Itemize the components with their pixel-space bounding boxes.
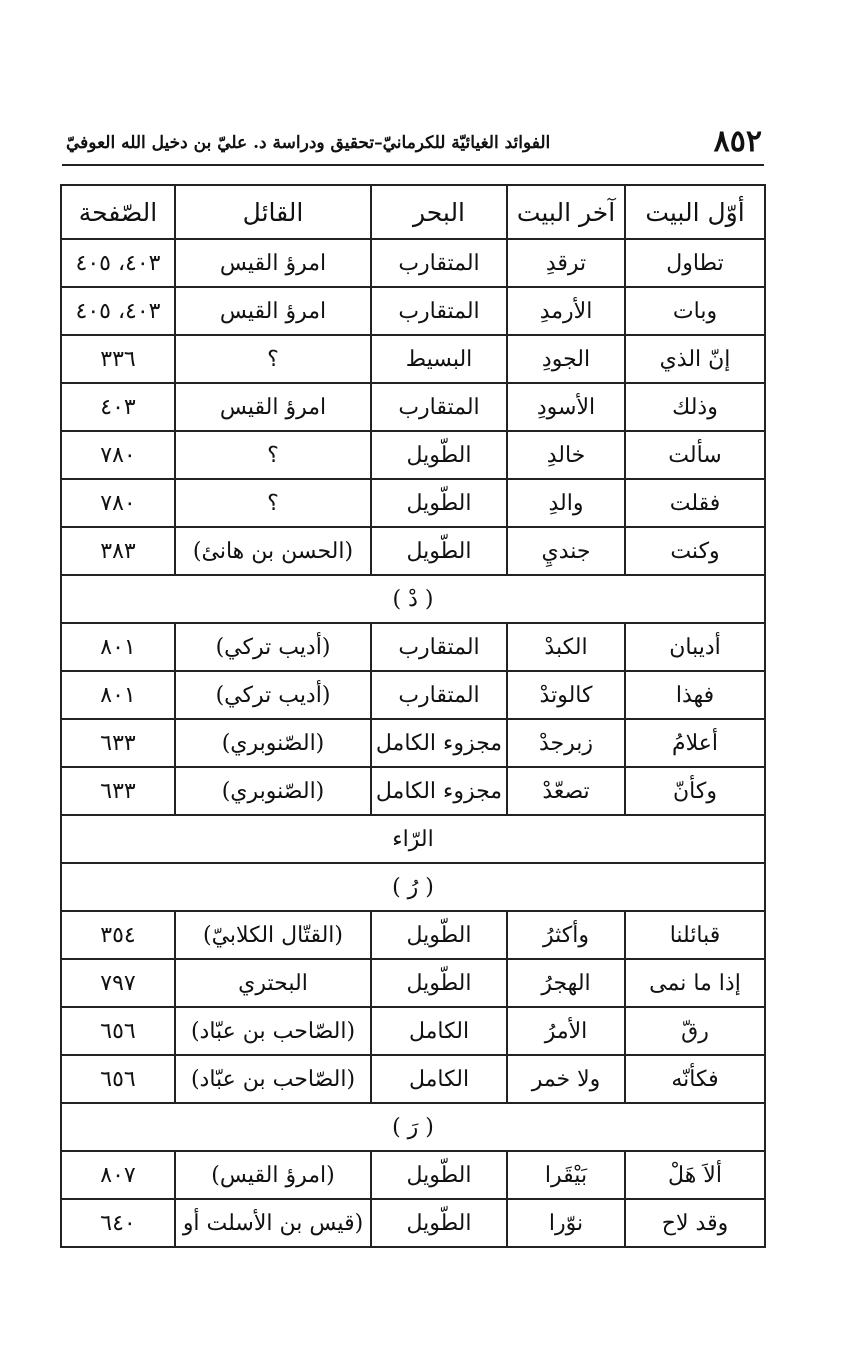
first-word-cell: ألاَ هَلْ: [625, 1151, 765, 1199]
meter-cell: البسيط: [371, 335, 507, 383]
page-cell: ٨٠٧: [61, 1151, 175, 1199]
poet-cell: (الصّنوبري): [175, 719, 371, 767]
first-word-cell: أعلامُ: [625, 719, 765, 767]
page-cell: ٤٠٣، ٤٠٥: [61, 287, 175, 335]
col-header-first-word: أوّل البيت: [625, 185, 765, 239]
last-word-cell: الجودِ: [507, 335, 625, 383]
first-word-cell: وكأنّ: [625, 767, 765, 815]
meter-cell: المتقارب: [371, 623, 507, 671]
table-row: [61, 767, 765, 815]
meter-cell: المتقارب: [371, 239, 507, 287]
meter-cell: المتقارب: [371, 671, 507, 719]
meter-cell: الطّويل: [371, 1199, 507, 1247]
first-word-cell: وقد لاح: [625, 1199, 765, 1247]
last-word-cell: جنديِ: [507, 527, 625, 575]
table-row: [61, 239, 765, 287]
poet-cell: امرؤ القيس: [175, 239, 371, 287]
table-row: [61, 383, 765, 431]
table-row: [61, 623, 765, 671]
poet-cell: (الصّنوبري): [175, 767, 371, 815]
section-heading: ( دْ ): [61, 575, 765, 623]
last-word-cell: وأكثرُ: [507, 911, 625, 959]
table-row: [61, 287, 765, 335]
meter-cell: المتقارب: [371, 383, 507, 431]
col-header-poet: القائل: [175, 185, 371, 239]
last-word-cell: الكبدْ: [507, 623, 625, 671]
meter-cell: الطّويل: [371, 479, 507, 527]
table-row: [61, 527, 765, 575]
table-row: [61, 335, 765, 383]
poet-cell: ؟: [175, 431, 371, 479]
first-word-cell: رقّ: [625, 1007, 765, 1055]
last-word-cell: الأسودِ: [507, 383, 625, 431]
poet-cell: (قيس بن الأسلت أو: [175, 1199, 371, 1247]
last-word-cell: زبرجدْ: [507, 719, 625, 767]
table-row: [61, 479, 765, 527]
page-cell: ٧٨٠: [61, 431, 175, 479]
page-cell: ٣٣٦: [61, 335, 175, 383]
first-word-cell: فكأنّه: [625, 1055, 765, 1103]
meter-cell: الطّويل: [371, 1151, 507, 1199]
meter-cell: الطّويل: [371, 527, 507, 575]
page-header: [62, 124, 764, 166]
last-word-cell: تصعّدْ: [507, 767, 625, 815]
section-heading: ( رُ ): [61, 863, 765, 911]
meter-cell: الطّويل: [371, 911, 507, 959]
table-row: [61, 719, 765, 767]
table-row: [61, 911, 765, 959]
page-cell: ٦٣٣: [61, 767, 175, 815]
section-row: [61, 575, 765, 623]
last-word-cell: الأرمدِ: [507, 287, 625, 335]
col-header-last-word: آخر البيت: [507, 185, 625, 239]
section-row: [61, 815, 765, 863]
page-cell: ٧٨٠: [61, 479, 175, 527]
table-row: [61, 671, 765, 719]
poet-cell: (الصّاحب بن عبّاد): [175, 1055, 371, 1103]
first-word-cell: إذا ما نمى: [625, 959, 765, 1007]
last-word-cell: الأمرُ: [507, 1007, 625, 1055]
table-row: [61, 1199, 765, 1247]
first-word-cell: سألت: [625, 431, 765, 479]
meter-cell: مجزوء الكامل: [371, 767, 507, 815]
poet-cell: (امرؤ القيس): [175, 1151, 371, 1199]
last-word-cell: الهجرُ: [507, 959, 625, 1007]
poet-cell: امرؤ القيس: [175, 287, 371, 335]
table-body: [61, 239, 765, 1247]
meter-cell: مجزوء الكامل: [371, 719, 507, 767]
last-word-cell: كالوتدْ: [507, 671, 625, 719]
section-row: [61, 1103, 765, 1151]
section-heading: الرّاء: [61, 815, 765, 863]
table-row: [61, 959, 765, 1007]
poet-cell: (أديب تركي): [175, 623, 371, 671]
header-row: [61, 185, 765, 239]
page-cell: ٨٠١: [61, 671, 175, 719]
poet-cell: ؟: [175, 335, 371, 383]
first-word-cell: فقلت: [625, 479, 765, 527]
verse-index-table: [60, 184, 766, 1248]
poet-cell: (الصّاحب بن عبّاد): [175, 1007, 371, 1055]
last-word-cell: نوّرا: [507, 1199, 625, 1247]
running-title: الفوائد الغيائيّة للكرمانيّ–تحقيق ودراسة د. عليّ بن دخيل الله العوفيّ: [66, 133, 551, 153]
page-cell: ٦٣٣: [61, 719, 175, 767]
first-word-cell: وذلك: [625, 383, 765, 431]
page-cell: ٦٥٦: [61, 1055, 175, 1103]
poet-cell: (أديب تركي): [175, 671, 371, 719]
page-cell: ٦٤٠: [61, 1199, 175, 1247]
poet-cell: (الحسن بن هانئ): [175, 527, 371, 575]
first-word-cell: إنّ الذي: [625, 335, 765, 383]
meter-cell: المتقارب: [371, 287, 507, 335]
last-word-cell: بَيْقَرا: [507, 1151, 625, 1199]
col-header-page: الصّفحة: [61, 185, 175, 239]
table-row: [61, 1007, 765, 1055]
page-cell: ٤٠٣: [61, 383, 175, 431]
poet-cell: (القتّال الكلابيّ): [175, 911, 371, 959]
section-row: [61, 863, 765, 911]
table-row: [61, 1151, 765, 1199]
page-cell: ٨٠١: [61, 623, 175, 671]
first-word-cell: أديبان: [625, 623, 765, 671]
poet-cell: امرؤ القيس: [175, 383, 371, 431]
table-row: [61, 431, 765, 479]
page-cell: ٣٨٣: [61, 527, 175, 575]
meter-cell: الكامل: [371, 1007, 507, 1055]
meter-cell: الطّويل: [371, 959, 507, 1007]
first-word-cell: وكنت: [625, 527, 765, 575]
page-cell: ٧٩٧: [61, 959, 175, 1007]
table-row: [61, 1055, 765, 1103]
page-number: ٨٥٢: [713, 124, 762, 159]
section-heading: ( رَ ): [61, 1103, 765, 1151]
page-cell: ٦٥٦: [61, 1007, 175, 1055]
last-word-cell: خالدِ: [507, 431, 625, 479]
first-word-cell: قبائلنا: [625, 911, 765, 959]
meter-cell: الكامل: [371, 1055, 507, 1103]
page-cell: ٣٥٤: [61, 911, 175, 959]
first-word-cell: وبات: [625, 287, 765, 335]
poet-cell: البحتري: [175, 959, 371, 1007]
poet-cell: ؟: [175, 479, 371, 527]
first-word-cell: فهذا: [625, 671, 765, 719]
page-cell: ٤٠٣، ٤٠٥: [61, 239, 175, 287]
meter-cell: الطّويل: [371, 431, 507, 479]
last-word-cell: والدِ: [507, 479, 625, 527]
col-header-meter: البحر: [371, 185, 507, 239]
last-word-cell: ولا خمر: [507, 1055, 625, 1103]
last-word-cell: ترقدِ: [507, 239, 625, 287]
first-word-cell: تطاول: [625, 239, 765, 287]
